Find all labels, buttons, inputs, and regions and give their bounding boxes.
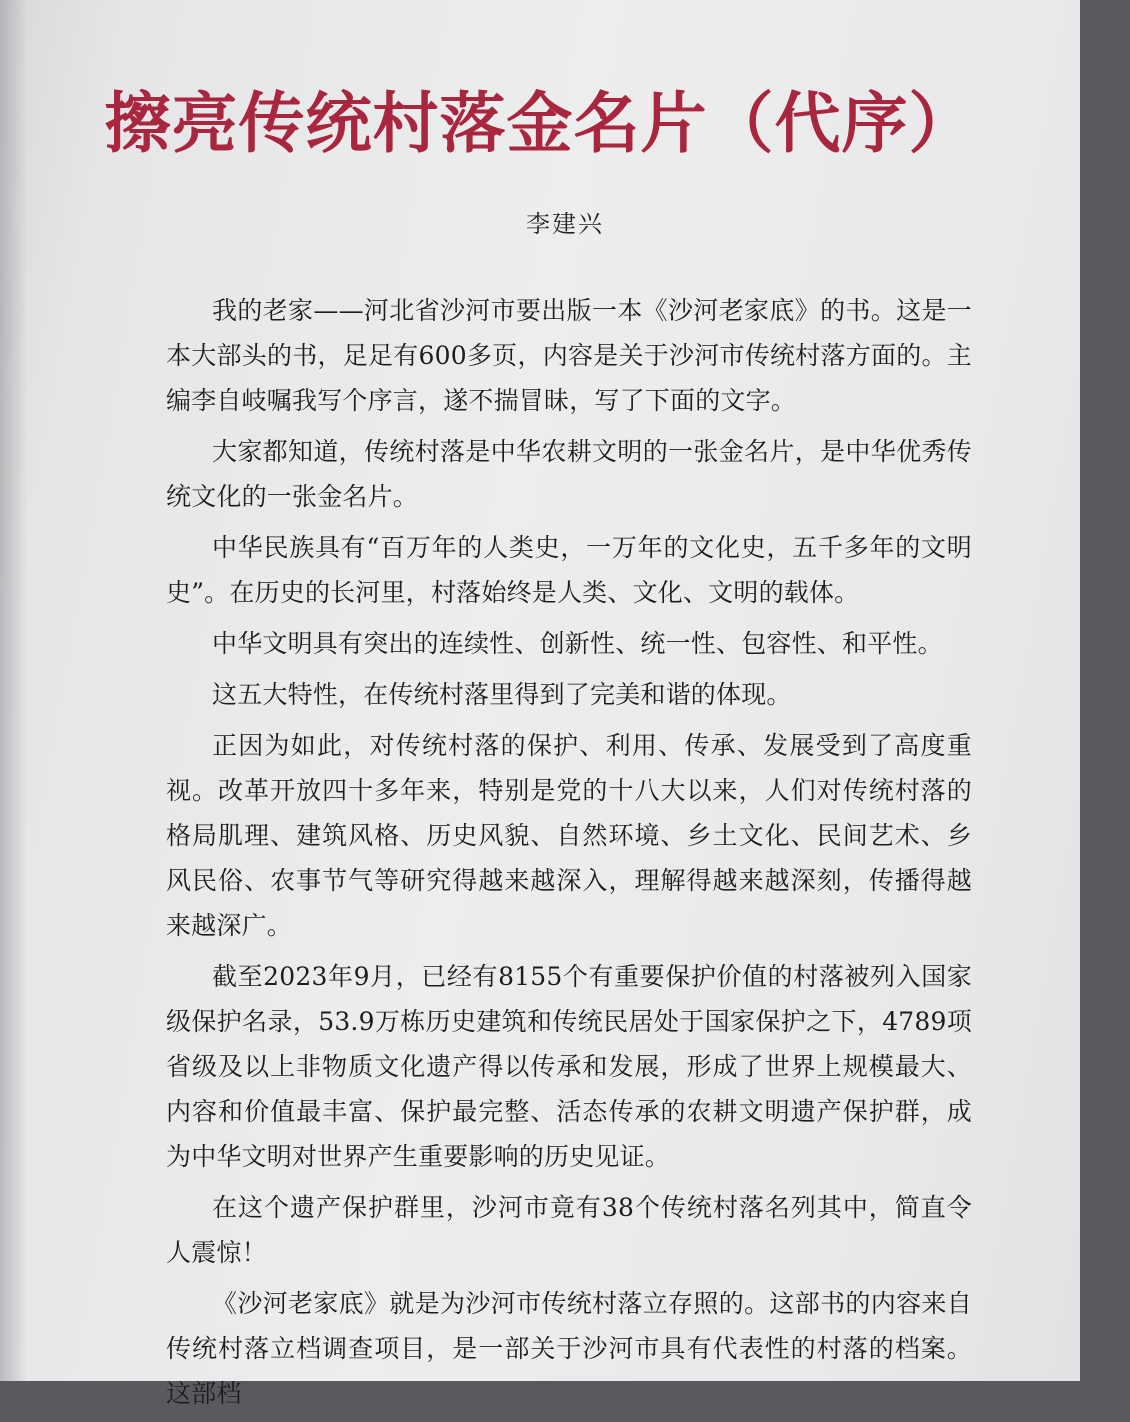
- author-name: 李建兴: [526, 210, 604, 238]
- paragraph: 大家都知道，传统村落是中华农耕文明的一张金名片，是中华优秀传统文化的一张金名片。: [166, 437, 972, 511]
- body-text: [166, 288, 972, 1422]
- paragraph: 在这个遗产保护群里，沙河市竟有38个传统村落名列其中，简直令人震惊！: [166, 1193, 972, 1267]
- paragraph: 正因为如此，对传统村落的保护、利用、传承、发展受到了高度重视。改革开放四十多年来，特别是党的十八大以来，人们对传统村落的格局肌理、建筑风格、历史风貌、自然环境、乡土文化、民间艺术、乡风民俗、农事节气等研究得越来越深入，理解得越来越深刻，传播得越来越深广。: [166, 731, 972, 940]
- page-title: 擦亮传统村落金名片（代序）: [104, 85, 976, 162]
- paragraph: 中华文明具有突出的连续性、创新性、统一性、包容性、和平性。: [212, 629, 943, 658]
- paragraph: 我的老家——河北省沙河市要出版一本《沙河老家底》的书。这是一本大部头的书，足足有600多页，内容是关于沙河市传统村落方面的。主编李自岐嘱我写个序言，遂不揣冒昧，写了下面的文字。: [166, 296, 972, 415]
- paragraph: 截至2023年9月，已经有8155个有重要保护价值的村落被列入国家级保护名录，53.9万栋历史建筑和传统民居处于国家保护之下，4789项省级及以上非物质文化遗产得以传承和发展，形成了世界上规模最大、内容和价值最丰富、保护最完整、活态传承的农耕文明遗产保护群，成为中华文明对世界产生重要影响的历史见证。: [166, 962, 972, 1171]
- paragraph: 中华民族具有“百万年的人类史，一万年的文化史，五千多年的文明史”。在历史的长河里，村落始终是人类、文化、文明的载体。: [166, 533, 972, 607]
- paragraph: 《沙河老家底》就是为沙河市传统村落立存照的。这部书的内容来自传统村落立档调查项目，是一部关于沙河市具有代表性的村落的档案。这部档: [166, 1289, 972, 1408]
- paragraph: 这五大特性，在传统村落里得到了完美和谐的体现。: [212, 680, 792, 709]
